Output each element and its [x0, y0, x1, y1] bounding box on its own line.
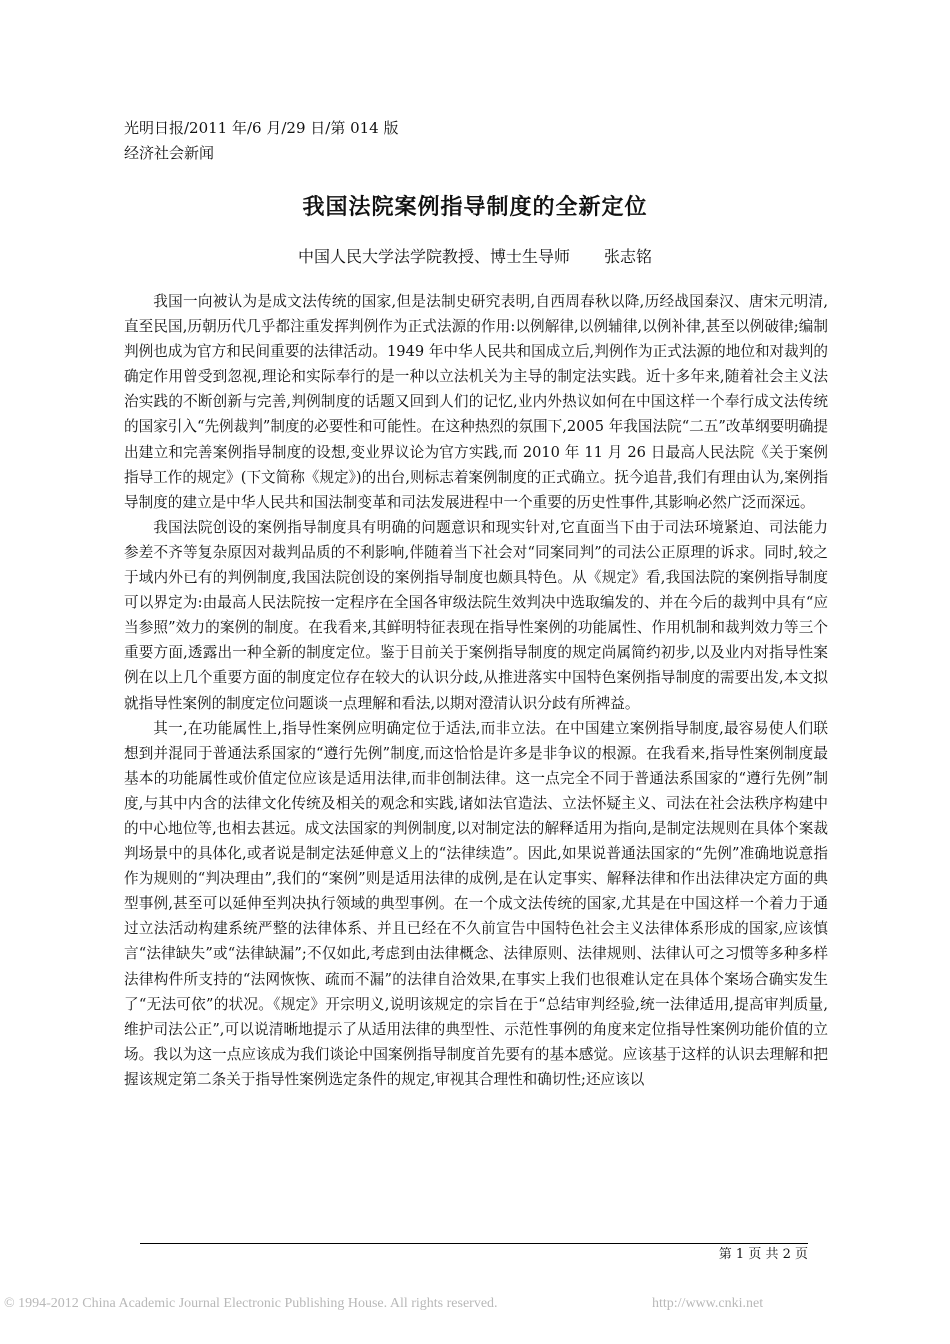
footer-divider — [140, 1243, 808, 1244]
paragraph-3: 其一,在功能属性上,指导性案例应明确定位于适法,而非立法。在中国建立案例指导制度,最容易使人们联想到并混同于普通法系国家的“遵行先例”制度,而这恰恰是许多是非争议的根源。在我看来,指导性案例制度最基本的功能属性或价值定位应该是适用法律,而非创制法律。这一点完全不同于普通法系国家的“遵行先例”制度,与其中内含的法律文化传统及相关的观念和实践,诸如法官造法、立法怀疑主义、司法在社会法秩序构建中的中心地位等,也相去甚远。成文法国家的判例制度,以对制定法的解释适用为指向,是制定法规则在具体个案裁判场景中的具体化,或者说是制定法延伸意义上的“法律续造”。因此,如果说普通法国家的“先例”准确地说意指作为规则的“判决理由”,我们的“案例”则是适用法律的成例,是在认定事实、解释法律和作出法律决定方面的典型事例,甚至可以延伸至判决执行领域的典型事例。在一个成文法传统的国家,尤其是在中国这样一个着力于通过立法活动构建系统严整的法律体系、并且已经在不久前宣告中国特色社会主义法律体系形成的国家,应该慎言“法律缺失”或“法律缺漏”;不仅如此,考虑到由法律概念、法律原则、法律规则、法律认可之习惯等多种多样法律构件所支持的“法网恢恢、疏而不漏”的法律自洽效果,在事实上我们也很难认定在具体个案场合确实发生了“无法可依”的状况。《规定》开宗明义,说明该规定的宗旨在于“总结审判经验,统一法律适用,提高审判质量,维护司法公正”,可以说清晰地提示了从适用法律的典型性、示范性事例的角度来定位指导性案例功能价值的立场。我以为这一点应该成为我们谈论中国案例指导制度首先要有的基本感觉。应该基于这样的认识去理解和把握该规定第二条关于指导性案例选定条件的规定,审视其合理性和确切性;还应该以 — [124, 719, 829, 1088]
source-line: 光明日报/2011 年/6 月/29 日/第 014 版 — [124, 119, 399, 137]
page-indicator: 第 1 页 共 2 页 — [718, 1247, 808, 1262]
source-info — [124, 116, 399, 166]
section-name: 经济社会新闻 — [124, 144, 215, 162]
website-link[interactable]: http://www.cnki.net — [652, 1296, 764, 1311]
author-name: 张志铭 — [604, 247, 653, 266]
paragraph-1: 我国一向被认为是成文法传统的国家,但是法制史研究表明,自西周春秋以降,历经战国秦汉、唐宋元明清,直至民国,历朝历代几乎都注重发挥判例作为正式法源的作用:以例解律,以例辅律,以例补律,甚至以例破律;编制判例也成为官方和民间重要的法律活动。1949 年中华人民共和国成立后,判例作为正式法源的地位和对裁判的确定作用曾受到忽视,理论和实际奉行的是一种以立法机关为主导的制定法实践。近十多年来,随着社会主义法治实践的不断创新与完善,判例制度的话题又回到人们的记忆,业内外热议如何在中国这样一个奉行成文法传统的国家引入“先例裁判”制度的必要性和可能性。在这种热烈的氛围下,2005 年我国法院“二五”改革纲要明确提出建立和完善案例指导制度的设想,变业界议论为官方实践,而 2010 年 11 月 26 日最高人民法院《关于案例指导工作的规定》(下文简称《规定》)的出台,则标志着案例制度的正式确立。抚今追昔,我们有理由认为,案例指导制度的建立是中华人民共和国法制变革和司法发展进程中一个重要的历史性事件,其影响必然广泛而深远。 — [124, 293, 828, 511]
paragraph-2: 我国法院创设的案例指导制度具有明确的问题意识和现实针对,它直面当下由于司法环境紧迫、司法能力参差不齐等复杂原因对裁判品质的不利影响,伴随着当下社会对“同案同判”的司法公正原理的诉求。同时,较之于域内外已有的判例制度,我国法院创设的案例指导制度也颇具特色。从《规定》看,我国法院的案例指导制度可以界定为:由最高人民法院按一定程序在全国各审级法院生效判决中选取编发的、并在今后的裁判中具有“应当参照”效力的案例的制度。在我看来,其鲜明特征表现在指导性案例的功能属性、作用机制和裁判效力等三个重要方面,透露出一种全新的制度定位。鉴于目前关于案例指导制度的规定尚属简约初步,以及业内对指导性案例在以上几个重要方面的制度定位存在较大的认识分歧,从推进落实中国特色案例指导制度的需要出发,本文拟就指导性案例的制度定位问题谈一点理解和看法,以期对澄清认识分歧有所裨益。 — [124, 518, 828, 712]
article-title: 我国法院案例指导制度的全新定位 — [302, 194, 648, 220]
author-affiliation: 中国人民大学法学院教授、博士生导师 — [297, 247, 570, 266]
copyright-notice: © 1994-2012 China Academic Journal Electronic Publishing House. All rights reserved. — [4, 1296, 498, 1311]
author-line — [0, 244, 950, 270]
article-body — [124, 289, 828, 1092]
